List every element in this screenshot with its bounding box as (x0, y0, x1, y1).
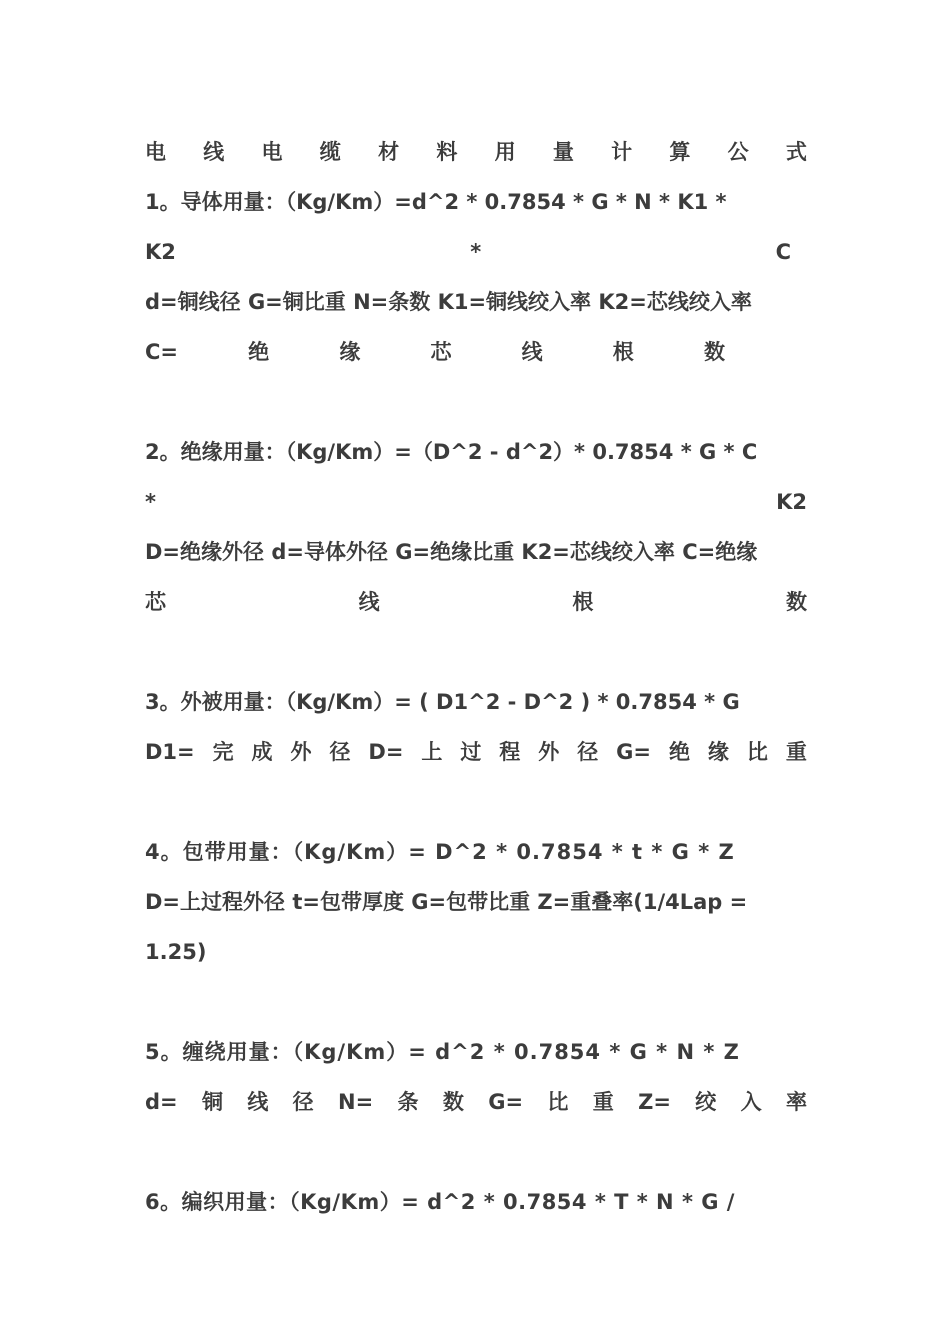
text-fragment: 径 (577, 740, 599, 764)
text-fragment: 重 (592, 1090, 614, 1114)
text-fragment: 程 (499, 740, 521, 764)
text-fragment: Z= (638, 1090, 671, 1114)
text-fragment: 数 (442, 1090, 464, 1114)
text-fragment: 过 (460, 740, 482, 764)
section-4-variables: D=上过程外径 t=包带厚度 G=包带比重 Z=重叠率(1/4Lap = (145, 890, 748, 914)
text-fragment: * (470, 240, 482, 264)
text-fragment: 绞 (695, 1090, 717, 1114)
text-fragment: 上 (421, 740, 443, 764)
text-fragment: 数 (703, 340, 725, 364)
text-fragment: 成 (251, 740, 273, 764)
text-fragment: 铜 (201, 1090, 223, 1114)
section-2-variables-continued (145, 577, 807, 627)
title-char: 算 (669, 140, 691, 164)
text-fragment: 比 (746, 740, 768, 764)
title-char: 用 (494, 140, 516, 164)
text-fragment: 根 (572, 590, 594, 614)
text-fragment: 比 (547, 1090, 569, 1114)
text-fragment: 外 (290, 740, 312, 764)
section-3-variables (145, 727, 807, 777)
text-fragment: 线 (247, 1090, 269, 1114)
document-title (145, 127, 807, 177)
text-fragment: D= (368, 740, 404, 764)
text-fragment: 外 (538, 740, 560, 764)
text-fragment: C (775, 240, 791, 264)
text-fragment: 根 (612, 340, 634, 364)
document-page (145, 127, 807, 1227)
title-char: 材 (378, 140, 400, 164)
text-fragment: K2 (145, 240, 176, 264)
title-char: 式 (785, 140, 807, 164)
text-fragment: 率 (785, 1090, 807, 1114)
text-fragment: 完 (212, 740, 234, 764)
text-fragment: 径 (329, 740, 351, 764)
text-fragment: d= (145, 1090, 178, 1114)
section-1-formula: 1。导体用量：（Kg/Km）=d^2 * 0.7854 * G * N * K1 * (145, 190, 727, 214)
section-4-variables-continued: 1.25) (145, 940, 207, 964)
text-fragment: 缘 (339, 340, 361, 364)
section-1-formula-continued (145, 227, 807, 277)
section-2-variables: D=绝缘外径 d=导体外径 G=绝缘比重 K2=芯线绞入率 C=绝缘 (145, 540, 758, 564)
section-5-formula: 5。缠绕用量：（Kg/Km）= d^2 * 0.7854 * G * N * Z (145, 1040, 740, 1064)
section-5-variables (145, 1077, 807, 1127)
text-fragment: 缘 (707, 740, 729, 764)
text-fragment: 径 (292, 1090, 314, 1114)
section-1-variables-continued (145, 327, 725, 377)
text-fragment: 数 (785, 590, 807, 614)
text-fragment: 条 (397, 1090, 419, 1114)
section-2-formula-continued (145, 477, 807, 527)
text-fragment: 重 (785, 740, 807, 764)
text-fragment: 芯 (145, 590, 166, 614)
text-fragment: 线 (521, 340, 543, 364)
title-char: 量 (552, 140, 574, 164)
title-char: 公 (727, 140, 749, 164)
text-fragment: * (145, 490, 156, 514)
section-2-formula: 2。绝缘用量：（Kg/Km）=（D^2 - d^2）* 0.7854 * G * C (145, 440, 758, 464)
section-3-formula: 3。外被用量：（Kg/Km）= ( D1^2 - D^2 ) * 0.7854 * G (145, 690, 740, 714)
title-char: 料 (436, 140, 458, 164)
section-1-variables: d=铜线径 G=铜比重 N=条数 K1=铜线绞入率 K2=芯线绞入率 (145, 290, 752, 314)
text-fragment: G= (488, 1090, 524, 1114)
text-fragment: 芯 (430, 340, 452, 364)
title-char: 缆 (319, 140, 341, 164)
text-fragment: N= (338, 1090, 374, 1114)
title-char: 电 (145, 140, 166, 164)
text-fragment: 入 (740, 1090, 762, 1114)
text-fragment: 线 (358, 590, 380, 614)
title-char: 电 (261, 140, 283, 164)
text-fragment: 绝 (668, 740, 690, 764)
section-6-formula: 6。编织用量：（Kg/Km）= d^2 * 0.7854 * T * N * G / (145, 1190, 735, 1214)
text-fragment: K2 (776, 490, 807, 514)
text-fragment: 绝 (248, 340, 270, 364)
text-fragment: C= (145, 340, 179, 364)
section-4-formula: 4。包带用量：（Kg/Km）= D^2 * 0.7854 * t * G * Z (145, 840, 735, 864)
text-fragment: D1= (145, 740, 195, 764)
text-fragment: G= (616, 740, 651, 764)
title-char: 线 (203, 140, 225, 164)
title-char: 计 (611, 140, 633, 164)
